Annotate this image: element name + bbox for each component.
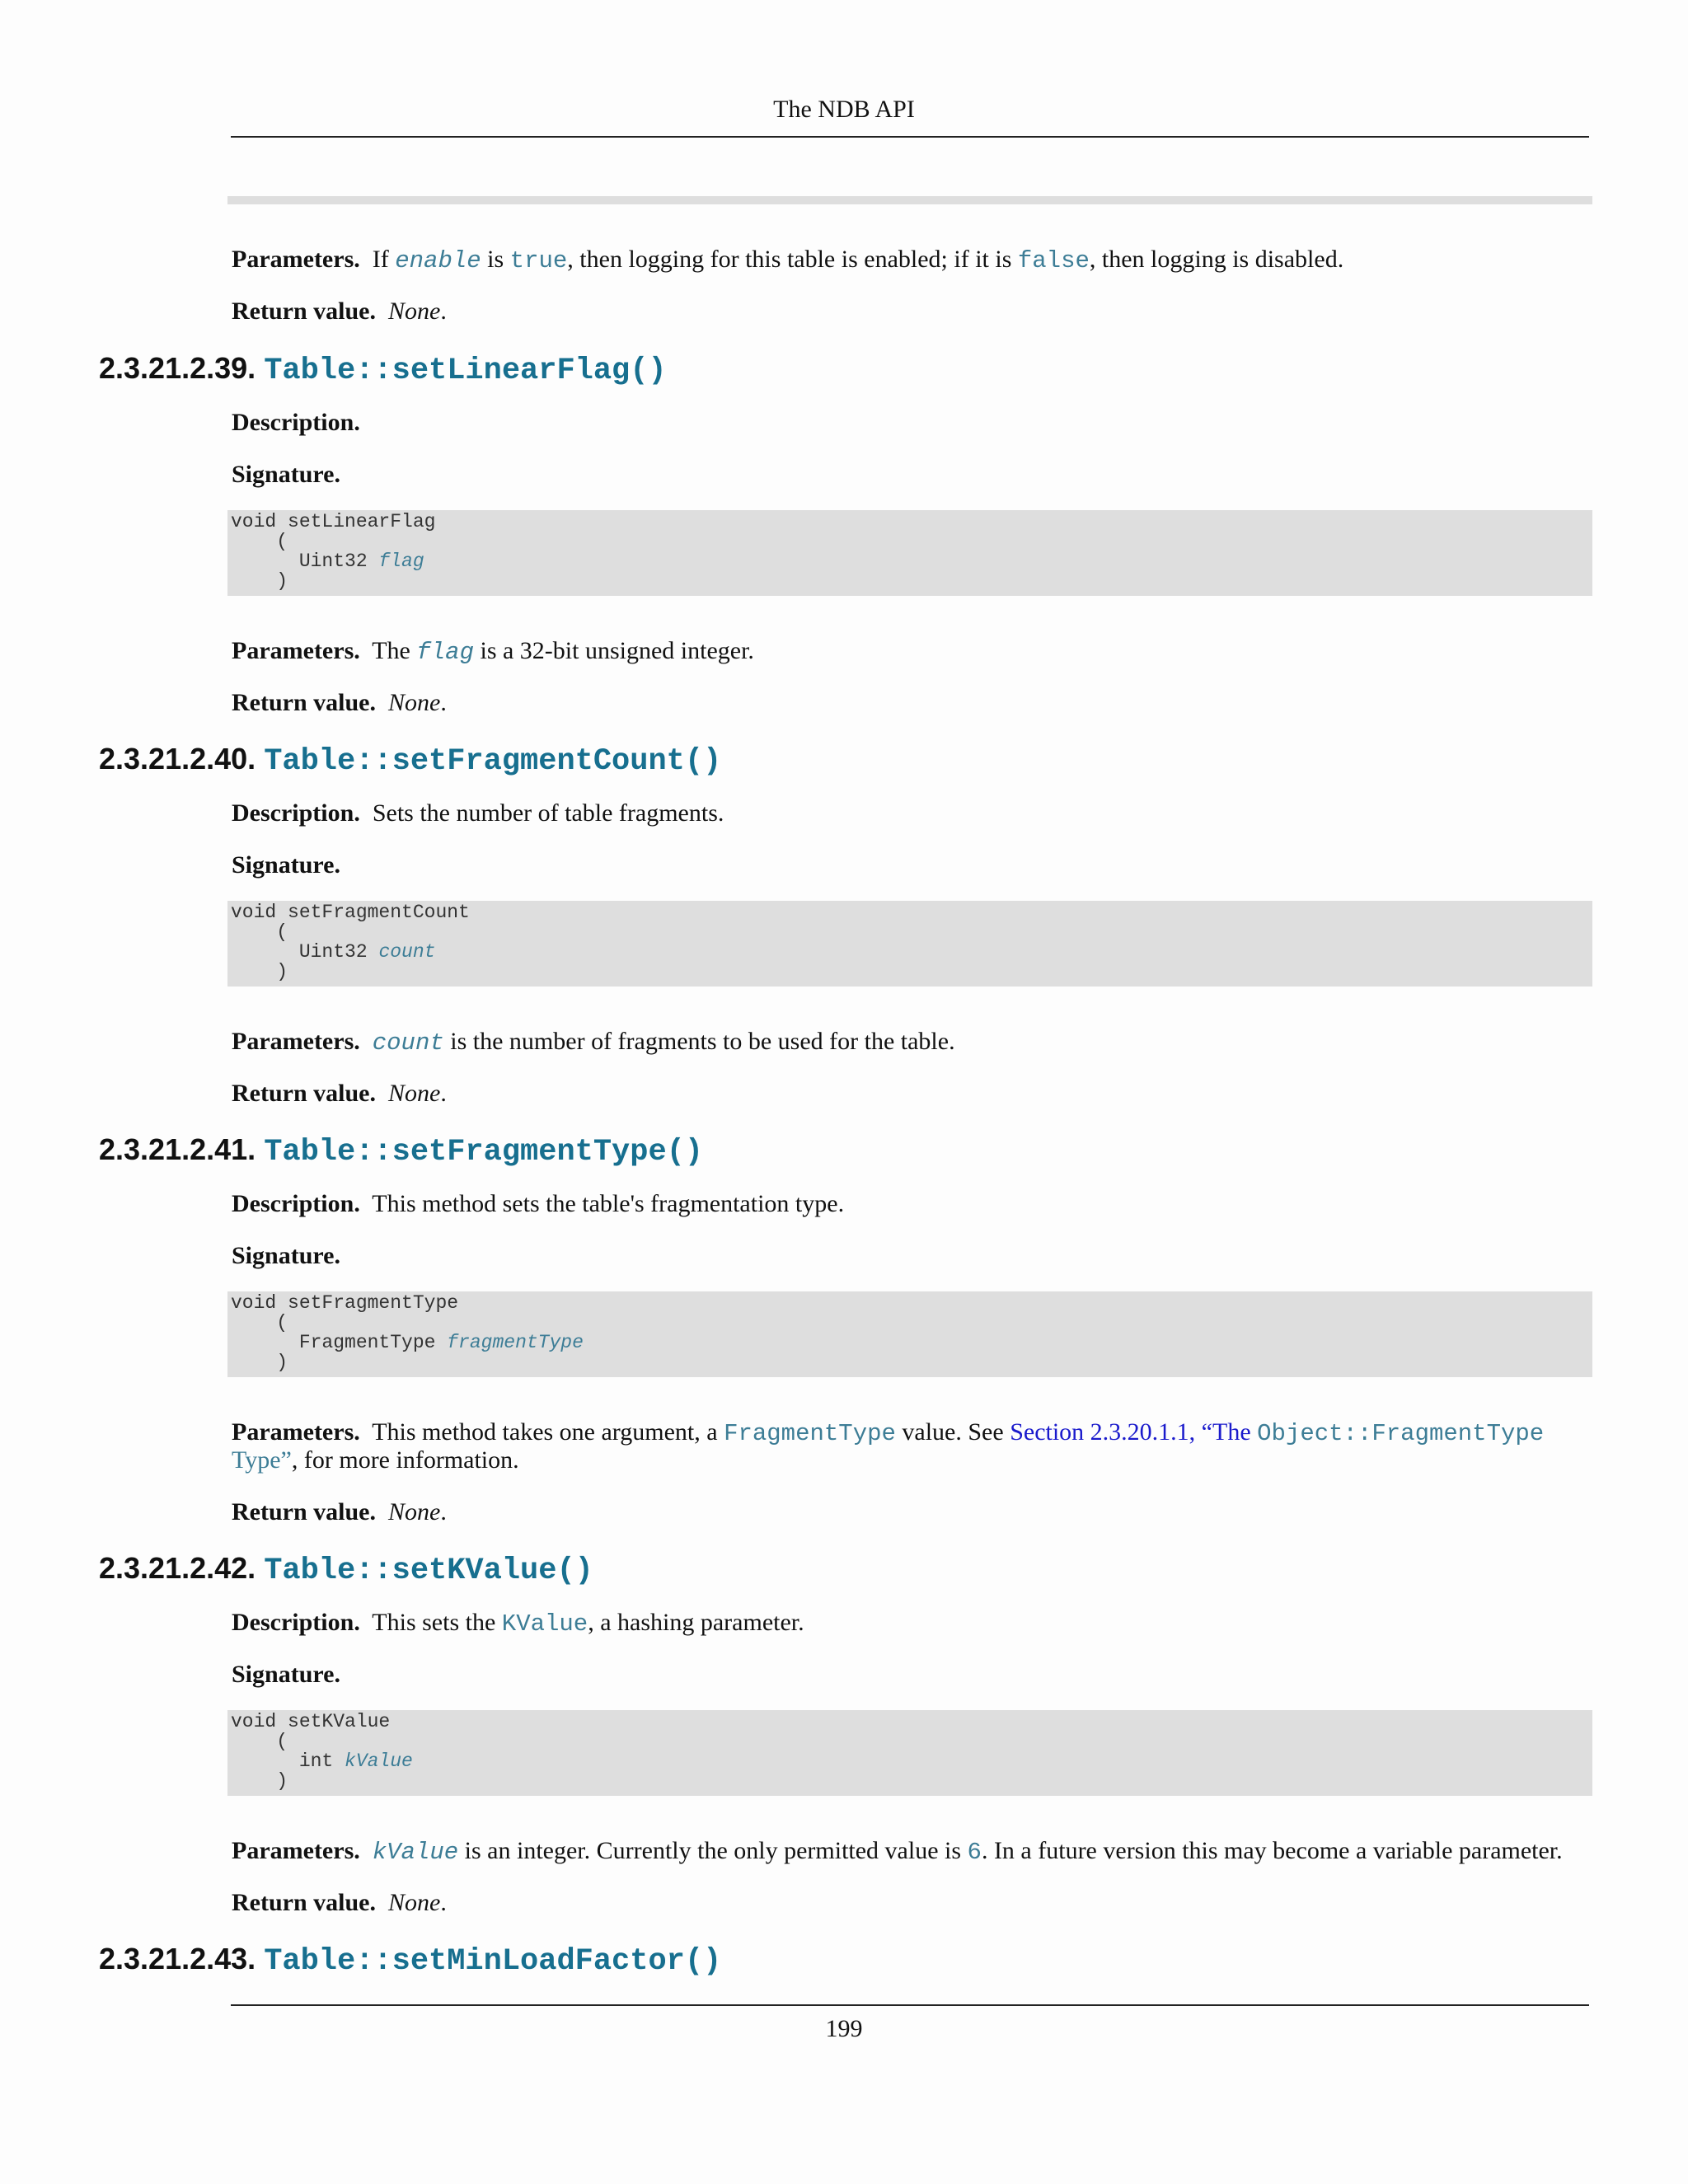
code-block-setlinearflag: void setLinearFlag ( Uint32 flag ) [227, 510, 1592, 596]
params-setlinearflag: Parameters. The flag is a 32-bit unsigned integer. [232, 637, 754, 666]
return-value-setfragmentcount: Return value. None. [232, 1080, 447, 1107]
code-block-setfragmenttype: void setFragmentType ( FragmentType fragmentType ) [227, 1291, 1592, 1377]
section-link-fragmenttype-cont[interactable]: Type” [232, 1446, 292, 1474]
params-setkvalue: Parameters. kValue is an integer. Currently the only permitted value is 6. In a future version this may become a variable parameter. [232, 1837, 1563, 1866]
description-setlinearflag: Description. [232, 409, 360, 436]
header-rule [231, 136, 1589, 138]
section-heading-setfragmenttype: 2.3.21.2.41. Table::setFragmentType() [99, 1132, 704, 1169]
signature-label-setlinearflag: Signature. [232, 461, 340, 488]
section-heading-setlinearflag: 2.3.21.2.39. Table::setLinearFlag() [99, 351, 667, 388]
page-number: 199 [825, 2015, 863, 2042]
section-link-fragmenttype[interactable]: Section 2.3.20.1.1, “The Object::FragmentType [1010, 1418, 1545, 1447]
params-setfragmenttype-cont: Type”, for more information. [232, 1446, 519, 1474]
params-setfragmentcount: Parameters. count is the number of fragments to be used for the table. [232, 1028, 955, 1057]
code-block-setfragmentcount: void setFragmentCount ( Uint32 count ) [227, 901, 1592, 987]
signature-label-setfragmentcount: Signature. [232, 851, 340, 879]
return-value-setlinearflag: Return value. None. [232, 689, 447, 716]
description-setkvalue: Description. This sets the KValue, a hashing parameter. [232, 1609, 804, 1638]
footer-rule [231, 2004, 1589, 2006]
description-setfragmentcount: Description. Sets the number of table fragments. [232, 799, 724, 827]
code-block-end-bar [227, 196, 1592, 204]
section-heading-setkvalue: 2.3.21.2.42. Table::setKValue() [99, 1551, 593, 1588]
params-setfragmenttype: Parameters. This method takes one argument, a FragmentType value. See Section 2.3.20.1.1, “The Object::FragmentType [232, 1418, 1545, 1447]
return-value-enable-logging: Return value. None. [232, 298, 447, 325]
return-value-setfragmenttype: Return value. None. [232, 1498, 447, 1526]
description-setfragmenttype: Description. This method sets the table's fragmentation type. [232, 1190, 845, 1217]
section-heading-setfragmentcount: 2.3.21.2.40. Table::setFragmentCount() [99, 742, 722, 779]
signature-label-setkvalue: Signature. [232, 1661, 340, 1688]
return-value-setkvalue: Return value. None. [232, 1889, 447, 1916]
code-block-setkvalue: void setKValue ( int kValue ) [227, 1710, 1592, 1796]
running-header: The NDB API [773, 96, 915, 123]
signature-label-setfragmenttype: Signature. [232, 1242, 340, 1269]
params-enable-logging: Parameters. If enable is true, then logging for this table is enabled; if it is false, then logging is disabled. [232, 246, 1344, 274]
section-heading-setminloadfactor: 2.3.21.2.43. Table::setMinLoadFactor() [99, 1942, 722, 1979]
